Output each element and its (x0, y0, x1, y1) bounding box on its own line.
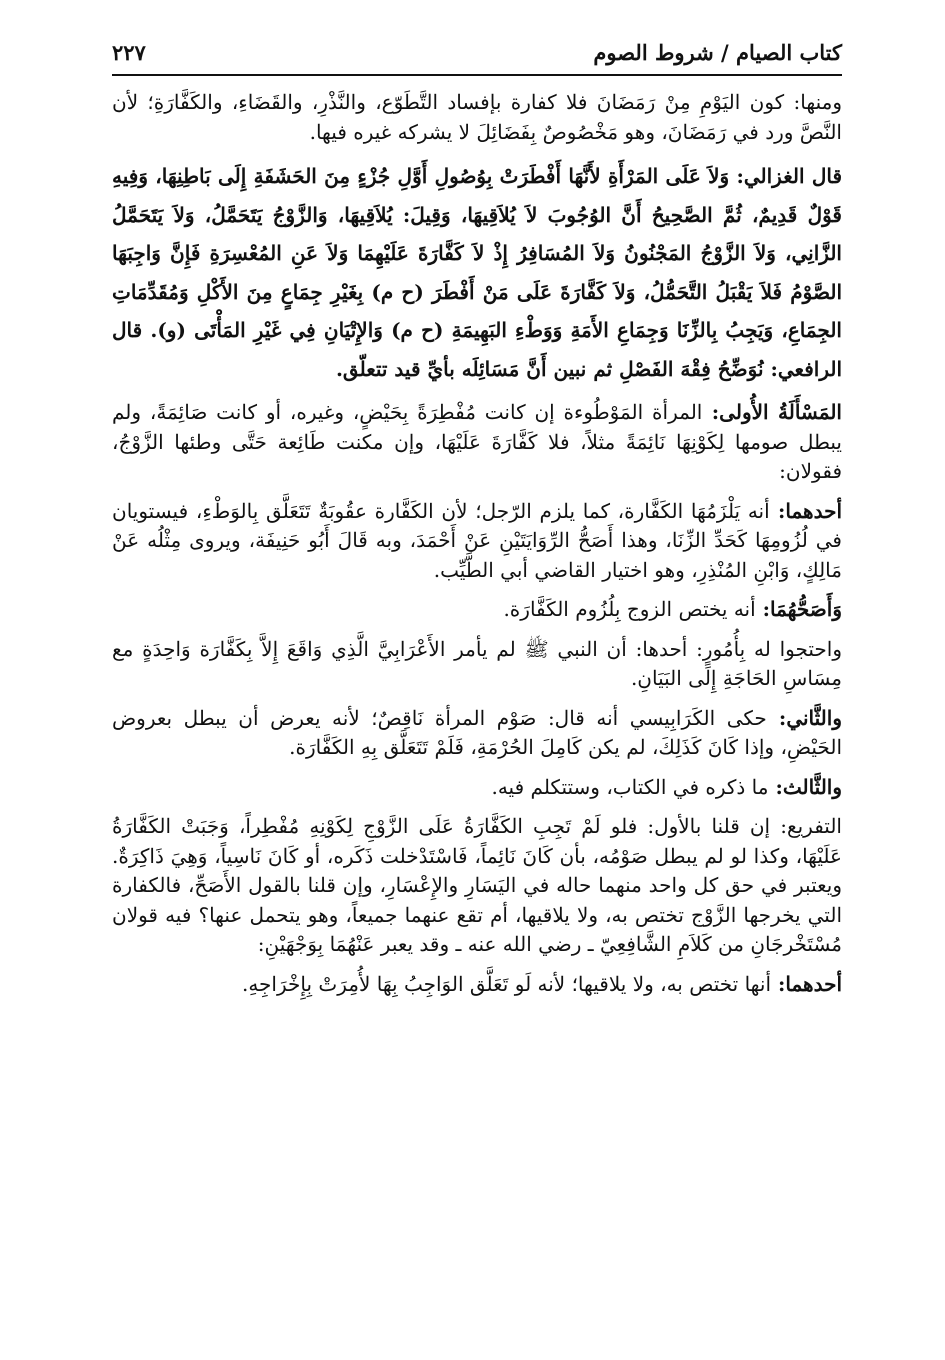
paragraph-7 (112, 704, 842, 763)
paragraph-lead: والثَّاني: (766, 705, 842, 730)
paragraph-2-ghazali-quote (112, 157, 842, 388)
page-header (112, 38, 842, 76)
paragraph-text: أنه يَلْزَمُهَا الكَفَّارة، كما يلزم الرّجل؛ لأن الكَفَّارة عقُوبَةٌ تَتَعَلَّق بِالوَطْءِ، فيستويان في لُزُومِهَا كَحَدِّ الزِّنَا، وهذا أَصَحُّ الرِّوَايَتَيْنِ عَنْ أَحْمَدَ، وبه قَالَ أَبُو حَنِيفَة، ويروى مِثْلُه عَنْ مَالِكٍ، وَابْنِ المُنْذِرِ، وهو اختيار القاضي أبي الطَّيِّب. (112, 498, 842, 582)
paragraph-6 (112, 635, 842, 694)
running-title: كتاب الصيام / شروط الصوم (593, 40, 842, 65)
paragraph-lead: أحدهما: (771, 971, 842, 996)
paragraph-lead: قال الغزالي: (729, 164, 843, 188)
paragraph-8 (112, 773, 842, 803)
paragraph-text: التفريع: إن قلنا بالأول: فلو لَمْ تَجِبِ الكَفَّارَةُ عَلَى الزَّوْجِ لِكَوْنِهِ مُفْطِراً، وَجَبَتْ الكَفَّارَةُ عَلَيْهَا، وكذا لو لم يبطل صَوْمُه، بأن كَانَ نَائِماً، فَاسْتَدْخلت ذَكَره، أو كَانَ نَاسِياً، وَهِيَ ذَاكِرَةٌ. ويعتبر في حق كل واحد منهما حاله في اليَسَارِ والإِعْسَارِ، وإن قلنا بالقول الأَصَحِّ، فالكفارة التي يخرجها الزَّوْج تختص به، ولا يلاقيها، أم تقع عنهما جميعاً، وهو يتحمل عنها؟ فيه قولان مُسْتَخْرجَانِ من كَلاَمِ الشَّافِعِيّ ـ رضي الله عنه ـ وقد يعبر عَنْهُمَا بِوَجْهَيْنِ: (112, 814, 842, 956)
paragraph-text: ومنها: كون اليَوْمِ مِنْ رَمَضَانَ فلا كفارة بإفساد التَّطَوّع، والنَّذْرِ، والقَضَاءِ، والكَفَّارَةِ؛ لأن النَّصَّ ورد في رَمَضَانَ، وهو مَخْصُوصٌ بِفَضَائِلَ لا يشركه غيره فيها. (112, 90, 842, 144)
paragraph-lead: المَسْأَلَةُ الأُولى: (702, 400, 842, 424)
page-number: ٢٢٧ (112, 40, 146, 65)
paragraph-10 (112, 970, 842, 1000)
paragraph-4 (112, 497, 842, 586)
paragraph-lead: أحدهما: (769, 498, 843, 523)
paragraph-5 (112, 595, 842, 625)
paragraph-text: وَلاَ عَلَى المَرْأَةِ لأَنَّهَا أَفْطَرَتْ بِوُصُولِ أَوَّلِ جُزْءٍ مِنَ الحَشَفَةِ إِلَى بَاطِنِهَا، وَفِيهِ قَوْلٌ قَدِيمٌ، ثُمَّ الصَّحِيحُ أَنَّ الوُجُوبَ لاَ يُلاَقِيهَا، وَقِيلَ: يُلاَقِيهَا، وَالزَّوْجُ يَتَحَمَّلُ، وَلاَ يَتَحَمَّلُ الزَّانِي، وَلاَ الزَّوْجُ المَجْنُونُ وَلاَ المُسَافِرُ إِذْ لاَ كَفَّارَةَ عَلَيْهِمَا وَلاَ عَنِ المُعْسِرَةِ فَإِنَّ وَاجِبَهَا الصَّوْمُ فَلاَ يَقْبَلُ التَّحَمُّلُ، وَلاَ كَفَّارَةَ عَلَى مَنْ أَفْطَرَ (ح م) بِغَيْرِ جِمَاعٍ مِنَ الأَكْلِ وَمُقَدِّمَاتِ الجِمَاعِ، وَيَجِبُ بِالزِّنَا وَجِمَاعِ الأَمَةِ وَوَطْءِ البَهِيمَةِ (ح م) وَالإِتْيَانِ فِي غَيْرِ المَأْتَى (و). قال الرافعي: نُوَضِّحُ فِقْهَ الفَصْلِ ثم نبين أَنَّ مَسَائِلَه بأيِّ قيد تتعلّق. (112, 164, 842, 381)
paragraph-text: واحتجوا له بِأُمُورٍ: أحدها: أن النبي ﷺ لم يأمر الأَعْرَابِيَّ الَّذِي وَاقَعَ إِلاَّ بِكَفَّارَة وَاحِدَةٍ مع مِسَاسِ الحَاجَةِ إِلَى البَيَانِ. (112, 636, 842, 690)
paragraph-1 (112, 88, 842, 147)
paragraph-text: المرأة المَوْطُوءة إن كانت مُفْطِرَةً بِحَيْضٍ، وغيره، أو كانت صَائِمَةً، ولم يبطل صومها لِكَوْنِهَا نَائِمَةً مثلاً، فلا كَفَّارَةَ عَلَيْهَا، وإن مكنت طَائِعة حَتَّى وطئها الزَّوْجُ، فقولان: (112, 400, 843, 483)
document-page (112, 38, 842, 1009)
paragraph-lead: والثَّالث: (768, 774, 842, 799)
paragraph-text: أنها تختص به، ولا يلاقيها؛ لأنه لَو تَعَلَّق الوَاجِبُ بِهَا لأُمِرَتْ بِإِخْرَاجِهِ. (241, 971, 772, 996)
paragraph-text: حكى الكَرَابِيسي أنه قال: صَوْم المرأة نَاقِصٌ؛ لأنه يعرض أن يبطل بعروض الحَيْضِ، وإذا كَانَ كَذَلِكَ، لم يكن كَامِلَ الحُرْمَةِ، فَلَمْ تَتَعَلَّق بِهِ الكَفَّارَة. (112, 705, 842, 759)
page-body (112, 76, 842, 999)
paragraph-lead: وَأَصَحُّهُمَا: (755, 597, 842, 621)
paragraph-9-tafri (112, 812, 842, 960)
paragraph-text: أنه يختص الزوج بِلُزُوم الكَفَّارَة. (503, 597, 756, 621)
paragraph-3-first-issue (112, 398, 842, 487)
paragraph-text: ما ذكره في الكتاب، وستتكلم فيه. (491, 774, 769, 799)
